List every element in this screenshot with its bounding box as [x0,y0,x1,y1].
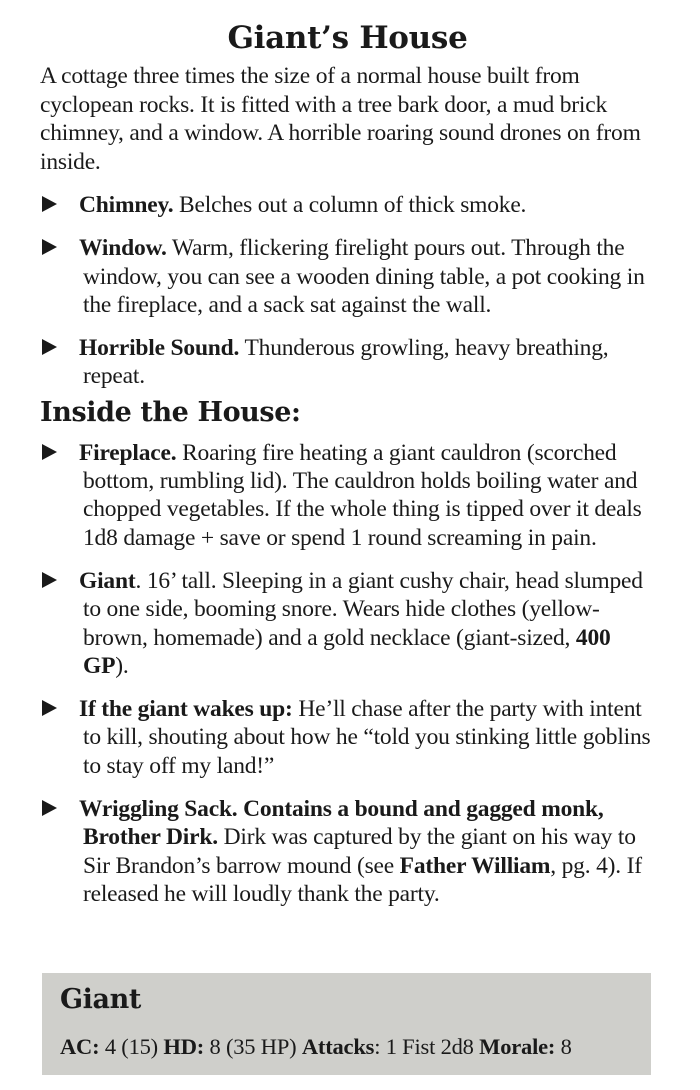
item-text: He’ll chase after the party with intent to kill, shouting about how he “told you stinking little goblins to stay off my land!” [83,696,651,779]
item-label: Horrible Sound. [79,335,240,362]
hd-value: 8 (35 HP) [204,1034,302,1059]
item-label: Giant [79,567,136,594]
morale-label: Morale: [479,1034,556,1059]
bullet-icon [42,444,57,460]
item-label: Wriggling Sack. Contains a bound and gagged monk, Brother Dirk. [79,796,604,851]
list-item [40,334,655,391]
bullet-icon [42,572,57,588]
bullet-icon [42,339,57,355]
item-text: Thunderous growling, heavy breathing, repeat. [83,335,609,390]
intro-paragraph: A cottage three times the size of a normal house built from cyclopean rocks. It is fitted with a tree bark door, a mud brick chimney, and a window. A horrible roaring sound drones on from inside. [40,63,641,175]
stat-line [60,1033,633,1061]
item-text: . 16’ tall. Sleeping in a giant cushy chair, head slumped to one side, booming snore. Wears hide clothes (yellow-brown, homemade) and a gold necklace (giant-sized, [83,567,643,651]
item-label: Fireplace. [79,439,177,466]
cross-reference: Father William [399,852,551,879]
bullet-icon [42,196,57,212]
attacks-label: Attacks [301,1034,375,1059]
ac-label: AC: [60,1034,100,1059]
list-item [40,695,655,780]
item-text: ). [115,652,129,679]
item-text: Warm, flickering firelight pours out. Through the window, you can see a wooden dining table, a pot cooking in the fireplace, and a sack sat against the wall. [83,235,645,318]
bullet-icon [42,239,57,255]
item-text: Belches out a column of thick smoke. [173,192,527,218]
ac-value: 4 (15) [99,1034,164,1059]
item-text: Roaring fire heating a giant cauldron (scorched bottom, rumbling lid). The cauldron holds boiling water and chopped vegetables. If the whole thing is tipped over it deals 1d8 damage + save or spend 1 round screaming in pain. [83,439,642,551]
bullet-icon [42,700,57,716]
list-item [40,191,655,219]
list-item [40,567,655,680]
exterior-list [40,191,655,391]
page-content [40,16,655,908]
inside-list [40,439,655,908]
item-label: Chimney. [79,192,174,218]
item-text: , pg. 4). If released he will loudly thank the party. [83,852,642,907]
bullet-icon [42,800,57,816]
section-heading-inside: Inside the House: [40,396,301,428]
stat-block-name: Giant [60,984,141,1015]
item-label: Window. [79,235,167,262]
item-text: Dirk was captured by the giant on his way to Sir Brandon’s barrow mound (see [83,824,636,879]
morale-value: 8 [555,1034,572,1059]
hd-label: HD: [163,1034,205,1059]
page-title: Giant’s House [227,20,468,56]
list-item [40,439,655,552]
item-label: If the giant wakes up: [79,696,293,723]
list-item [40,234,655,319]
gold-value: 400 GP [83,624,611,679]
stat-block [42,973,651,1075]
attacks-value: : 1 Fist 2d8 [374,1034,480,1059]
list-item [40,795,655,908]
